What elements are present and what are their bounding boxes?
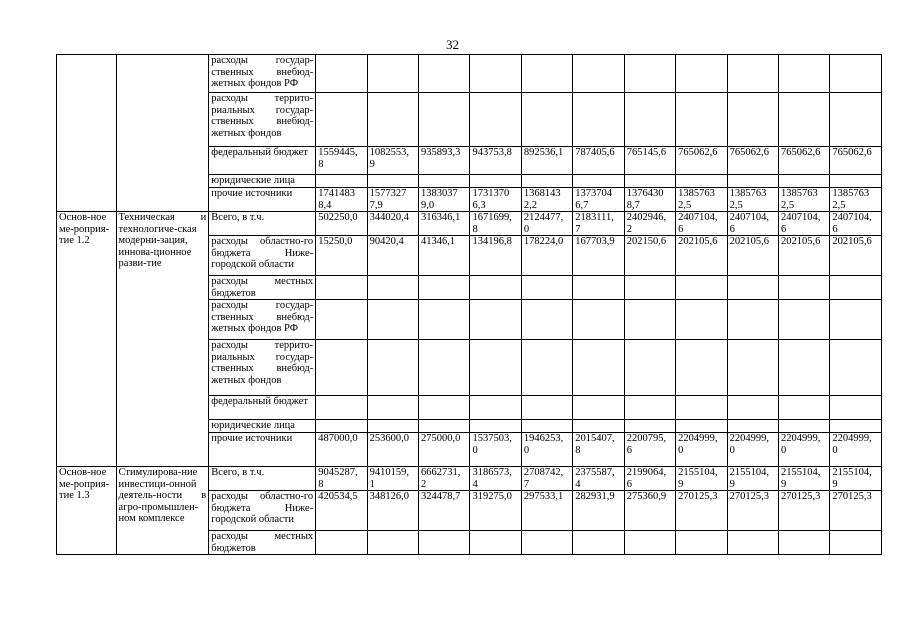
value-cell	[727, 93, 778, 147]
value-cell: 319275,0	[470, 491, 521, 531]
value-cell: 15250,0	[316, 236, 367, 276]
value-cell: 1946253, 0	[521, 433, 572, 467]
value-cell	[367, 300, 418, 340]
value-cell: 487000,0	[316, 433, 367, 467]
value-cell	[470, 531, 521, 555]
value-cell: 787405,6	[573, 147, 624, 175]
source-cell: юридические лица	[209, 175, 316, 188]
value-cell	[676, 93, 727, 147]
value-cell: 2155104, 9	[830, 467, 882, 491]
value-cell: 6662731, 2	[419, 467, 470, 491]
value-cell	[419, 276, 470, 300]
value-cell: 275000,0	[419, 433, 470, 467]
value-cell	[727, 55, 778, 93]
value-cell	[624, 93, 675, 147]
source-cell: расходы государ-ственных внебюд-жетных фондов РФ	[209, 55, 316, 93]
value-cell: 892536,1	[521, 147, 572, 175]
value-cell	[778, 276, 829, 300]
table-row	[57, 467, 882, 491]
value-cell: 2204999, 0	[676, 433, 727, 467]
value-cell	[521, 396, 572, 420]
value-cell	[419, 340, 470, 396]
program-cell	[116, 55, 209, 212]
value-cell: 2204999, 0	[727, 433, 778, 467]
source-cell: федеральный бюджет	[209, 396, 316, 420]
value-cell	[367, 175, 418, 188]
value-cell: 202105,6	[676, 236, 727, 276]
value-cell: 270125,3	[676, 491, 727, 531]
value-cell: 943753,8	[470, 147, 521, 175]
value-cell	[470, 276, 521, 300]
value-cell: 2407104, 6	[778, 212, 829, 236]
value-cell: 1373704 6,7	[573, 188, 624, 212]
value-cell	[830, 175, 882, 188]
value-cell: 344020,4	[367, 212, 418, 236]
value-cell: 765062,6	[676, 147, 727, 175]
event-cell: Основ-ное ме-роприя-тие 1.2	[57, 212, 117, 467]
value-cell: 202150,6	[624, 236, 675, 276]
value-cell: 2155104, 9	[727, 467, 778, 491]
value-cell	[419, 531, 470, 555]
event-cell: Основ-ное ме-роприя-тие 1.3	[57, 467, 117, 555]
value-cell: 275360,9	[624, 491, 675, 531]
value-cell	[470, 175, 521, 188]
value-cell	[367, 55, 418, 93]
source-cell: расходы государ-ственных внебюд-жетных фондов РФ	[209, 300, 316, 340]
value-cell: 202105,6	[778, 236, 829, 276]
value-cell: 1671699, 8	[470, 212, 521, 236]
value-cell: 1559445, 8	[316, 147, 367, 175]
value-cell	[470, 93, 521, 147]
program-cell: Стимулирова-ние инвестици-онной деятель-ности в агро-промышлен-ном комплексе	[116, 467, 209, 555]
value-cell	[470, 300, 521, 340]
value-cell	[419, 175, 470, 188]
value-cell: 2708742, 7	[521, 467, 572, 491]
value-cell: 765145,6	[624, 147, 675, 175]
value-cell: 282931,9	[573, 491, 624, 531]
value-cell: 2402946, 2	[624, 212, 675, 236]
value-cell: 1385763 2,5	[676, 188, 727, 212]
value-cell: 178224,0	[521, 236, 572, 276]
value-cell	[367, 531, 418, 555]
source-cell: расходы областно-го бюджета Ниже-городской области	[209, 491, 316, 531]
value-cell: 1082553, 9	[367, 147, 418, 175]
value-cell	[316, 276, 367, 300]
value-cell	[778, 531, 829, 555]
value-cell	[727, 340, 778, 396]
value-cell: 167703,9	[573, 236, 624, 276]
value-cell: 9410159, 1	[367, 467, 418, 491]
budget-table-body	[57, 55, 882, 555]
value-cell: 41346,1	[419, 236, 470, 276]
source-cell: расходы террито-риальных государ-ственных внебюд-жетных фондов	[209, 93, 316, 147]
value-cell	[624, 531, 675, 555]
value-cell: 1537503, 0	[470, 433, 521, 467]
value-cell	[367, 420, 418, 433]
value-cell: 2200795, 6	[624, 433, 675, 467]
value-cell: 1741483 8,4	[316, 188, 367, 212]
value-cell	[419, 93, 470, 147]
value-cell	[573, 396, 624, 420]
value-cell	[573, 175, 624, 188]
page-number: 32	[446, 37, 459, 52]
value-cell: 1385763 2,5	[727, 188, 778, 212]
value-cell	[367, 340, 418, 396]
value-cell: 9045287, 8	[316, 467, 367, 491]
value-cell	[573, 340, 624, 396]
value-cell: 765062,6	[778, 147, 829, 175]
value-cell: 2015407, 8	[573, 433, 624, 467]
value-cell: 3186573, 4	[470, 467, 521, 491]
value-cell	[676, 340, 727, 396]
value-cell	[778, 420, 829, 433]
value-cell	[676, 55, 727, 93]
value-cell	[624, 175, 675, 188]
value-cell	[573, 93, 624, 147]
value-cell	[830, 420, 882, 433]
value-cell	[367, 93, 418, 147]
value-cell	[830, 93, 882, 147]
value-cell	[316, 93, 367, 147]
value-cell	[676, 420, 727, 433]
value-cell	[624, 276, 675, 300]
value-cell: 935893,3	[419, 147, 470, 175]
value-cell: 324478,7	[419, 491, 470, 531]
value-cell: 2204999, 0	[778, 433, 829, 467]
value-cell: 2199064, 6	[624, 467, 675, 491]
value-cell: 2183111, 7	[573, 212, 624, 236]
budget-table	[56, 54, 882, 555]
value-cell	[521, 300, 572, 340]
value-cell	[573, 420, 624, 433]
value-cell	[727, 396, 778, 420]
value-cell	[367, 276, 418, 300]
value-cell	[316, 396, 367, 420]
value-cell: 765062,6	[727, 147, 778, 175]
value-cell: 297533,1	[521, 491, 572, 531]
value-cell	[419, 300, 470, 340]
value-cell	[367, 396, 418, 420]
value-cell	[830, 300, 882, 340]
source-cell: расходы местных бюджетов	[209, 531, 316, 555]
value-cell	[316, 300, 367, 340]
value-cell	[573, 300, 624, 340]
value-cell	[521, 340, 572, 396]
value-cell	[778, 396, 829, 420]
table-row	[57, 55, 882, 93]
value-cell: 2155104, 9	[778, 467, 829, 491]
value-cell	[830, 531, 882, 555]
source-cell: федеральный бюджет	[209, 147, 316, 175]
value-cell	[316, 420, 367, 433]
value-cell	[830, 55, 882, 93]
value-cell	[778, 93, 829, 147]
value-cell: 1577327 7,9	[367, 188, 418, 212]
value-cell: 202105,6	[830, 236, 882, 276]
value-cell: 1368143 2,2	[521, 188, 572, 212]
source-cell: юридические лица	[209, 420, 316, 433]
value-cell: 2407104, 6	[830, 212, 882, 236]
value-cell	[521, 55, 572, 93]
source-cell: расходы террито-риальных государ-ственных внебюд-жетных фондов	[209, 340, 316, 396]
value-cell: 1385763 2,5	[830, 188, 882, 212]
value-cell	[573, 55, 624, 93]
value-cell: 2124477, 0	[521, 212, 572, 236]
table-row	[57, 212, 882, 236]
value-cell: 348126,0	[367, 491, 418, 531]
value-cell: 2407104, 6	[676, 212, 727, 236]
value-cell: 502250,0	[316, 212, 367, 236]
value-cell	[624, 396, 675, 420]
value-cell	[727, 300, 778, 340]
value-cell	[624, 340, 675, 396]
value-cell: 270125,3	[830, 491, 882, 531]
value-cell	[470, 420, 521, 433]
value-cell	[830, 396, 882, 420]
value-cell: 2375587, 4	[573, 467, 624, 491]
value-cell	[521, 420, 572, 433]
value-cell	[470, 55, 521, 93]
value-cell	[624, 420, 675, 433]
value-cell	[470, 340, 521, 396]
value-cell	[470, 396, 521, 420]
value-cell: 1385763 2,5	[778, 188, 829, 212]
value-cell: 420534,5	[316, 491, 367, 531]
value-cell	[419, 55, 470, 93]
value-cell	[830, 340, 882, 396]
source-cell: прочие источники	[209, 433, 316, 467]
value-cell: 90420,4	[367, 236, 418, 276]
value-cell	[778, 55, 829, 93]
value-cell: 253600,0	[367, 433, 418, 467]
value-cell: 270125,3	[778, 491, 829, 531]
value-cell	[676, 300, 727, 340]
value-cell	[624, 300, 675, 340]
value-cell: 1376430 8,7	[624, 188, 675, 212]
value-cell	[676, 276, 727, 300]
value-cell	[316, 531, 367, 555]
value-cell: 765062,6	[830, 147, 882, 175]
source-cell: Всего, в т.ч.	[209, 212, 316, 236]
value-cell: 1731370 6,3	[470, 188, 521, 212]
value-cell	[316, 55, 367, 93]
value-cell	[419, 396, 470, 420]
value-cell: 2407104, 6	[727, 212, 778, 236]
value-cell	[778, 300, 829, 340]
value-cell: 1383037 9,0	[419, 188, 470, 212]
source-cell: расходы областно-го бюджета Ниже-городской области	[209, 236, 316, 276]
value-cell	[521, 175, 572, 188]
value-cell	[727, 175, 778, 188]
value-cell	[830, 276, 882, 300]
value-cell	[676, 175, 727, 188]
value-cell	[316, 175, 367, 188]
value-cell	[676, 531, 727, 555]
value-cell: 2204999, 0	[830, 433, 882, 467]
value-cell	[521, 93, 572, 147]
value-cell: 316346,1	[419, 212, 470, 236]
value-cell: 2155104, 9	[676, 467, 727, 491]
source-cell: Всего, в т.ч.	[209, 467, 316, 491]
value-cell	[778, 175, 829, 188]
value-cell	[778, 340, 829, 396]
value-cell: 202105,6	[727, 236, 778, 276]
value-cell	[316, 340, 367, 396]
value-cell	[727, 276, 778, 300]
value-cell	[624, 55, 675, 93]
value-cell: 134196,8	[470, 236, 521, 276]
value-cell: 270125,3	[727, 491, 778, 531]
value-cell	[419, 420, 470, 433]
value-cell	[573, 531, 624, 555]
source-cell: прочие источники	[209, 188, 316, 212]
value-cell	[573, 276, 624, 300]
value-cell	[521, 276, 572, 300]
value-cell	[727, 531, 778, 555]
source-cell: расходы местных бюджетов	[209, 276, 316, 300]
event-cell	[57, 55, 117, 212]
value-cell	[676, 396, 727, 420]
program-cell: Техническая и технологиче-ская модерни-зация, иннова-ционное разви-тие	[116, 212, 209, 467]
value-cell	[521, 531, 572, 555]
value-cell	[727, 420, 778, 433]
